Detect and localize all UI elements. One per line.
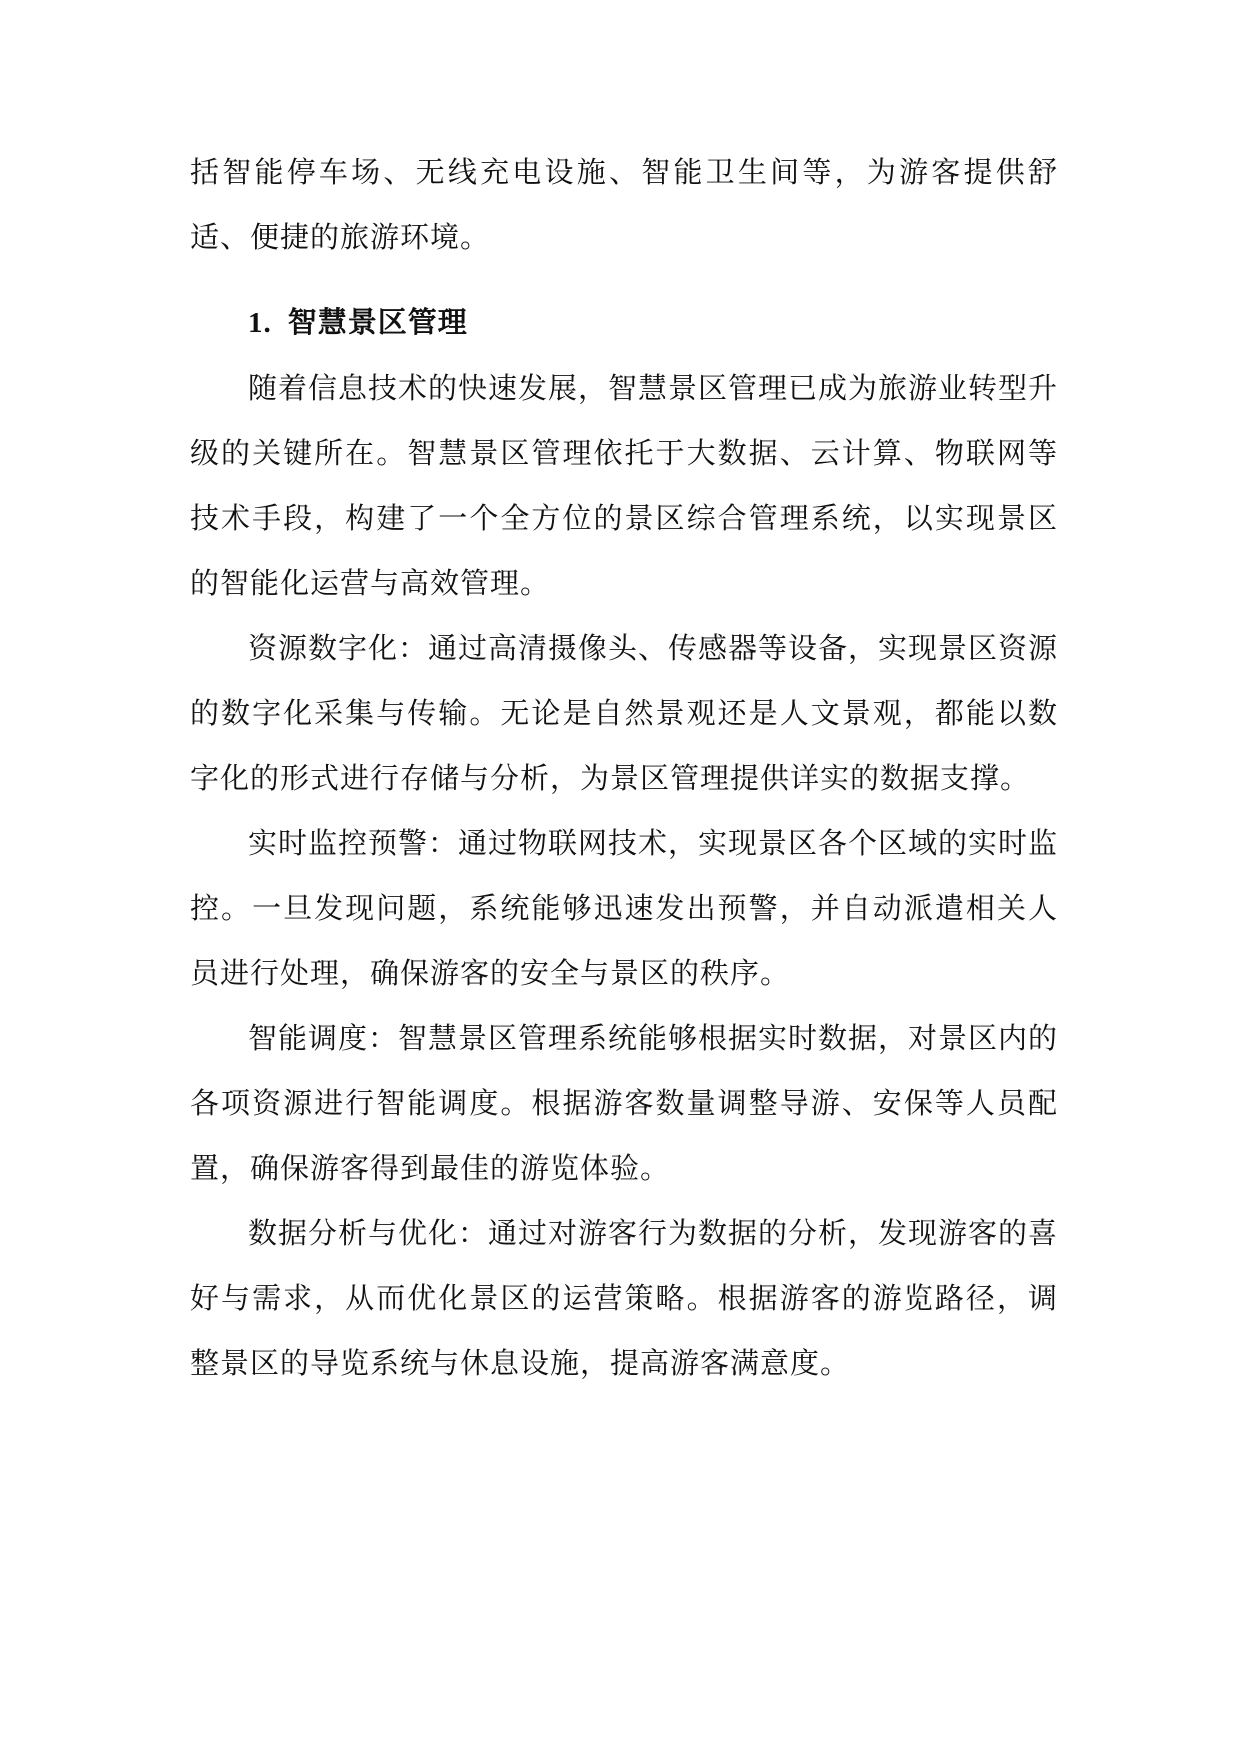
document-page [190, 140, 1058, 1396]
section-body [190, 356, 1058, 1396]
paragraph-overview: 随着信息技术的快速发展，智慧景区管理已成为旅游业转型升级的关键所在。智慧景区管理依托于大数据、云计算、物联网等技术手段，构建了一个全方位的景区综合管理系统，以实现景区的智能化运营与高效管理。 [190, 371, 1059, 600]
paragraph-resource-digitization: 资源数字化：通过高清摄像头、传感器等设备，实现景区资源的数字化采集与传输。无论是自然景观还是人文景观，都能以数字化的形式进行存储与分析，为景区管理提供详实的数据支撑。 [190, 631, 1059, 795]
paragraph-realtime-monitoring: 实时监控预警：通过物联网技术，实现景区各个区域的实时监控。一旦发现问题，系统能够迅速发出预警，并自动派遣相关人员进行处理，确保游客的安全与景区的秩序。 [190, 826, 1059, 990]
intro-paragraph: 括智能停车场、无线充电设施、智能卫生间等，为游客提供舒适、便捷的旅游环境。 [190, 155, 1058, 254]
section-heading [248, 290, 1058, 356]
section-title: 智慧景区管理 [287, 305, 468, 339]
paragraph-smart-scheduling: 智能调度：智慧景区管理系统能够根据实时数据，对景区内的各项资源进行智能调度。根据游客数量调整导游、安保等人员配置，确保游客得到最佳的游览体验。 [190, 1021, 1059, 1185]
paragraph-data-analysis: 数据分析与优化：通过对游客行为数据的分析，发现游客的喜好与需求，从而优化景区的运营策略。根据游客的游览路径，调整景区的导览系统与休息设施，提高游客满意度。 [190, 1216, 1059, 1380]
section-number: 1. [248, 307, 272, 339]
